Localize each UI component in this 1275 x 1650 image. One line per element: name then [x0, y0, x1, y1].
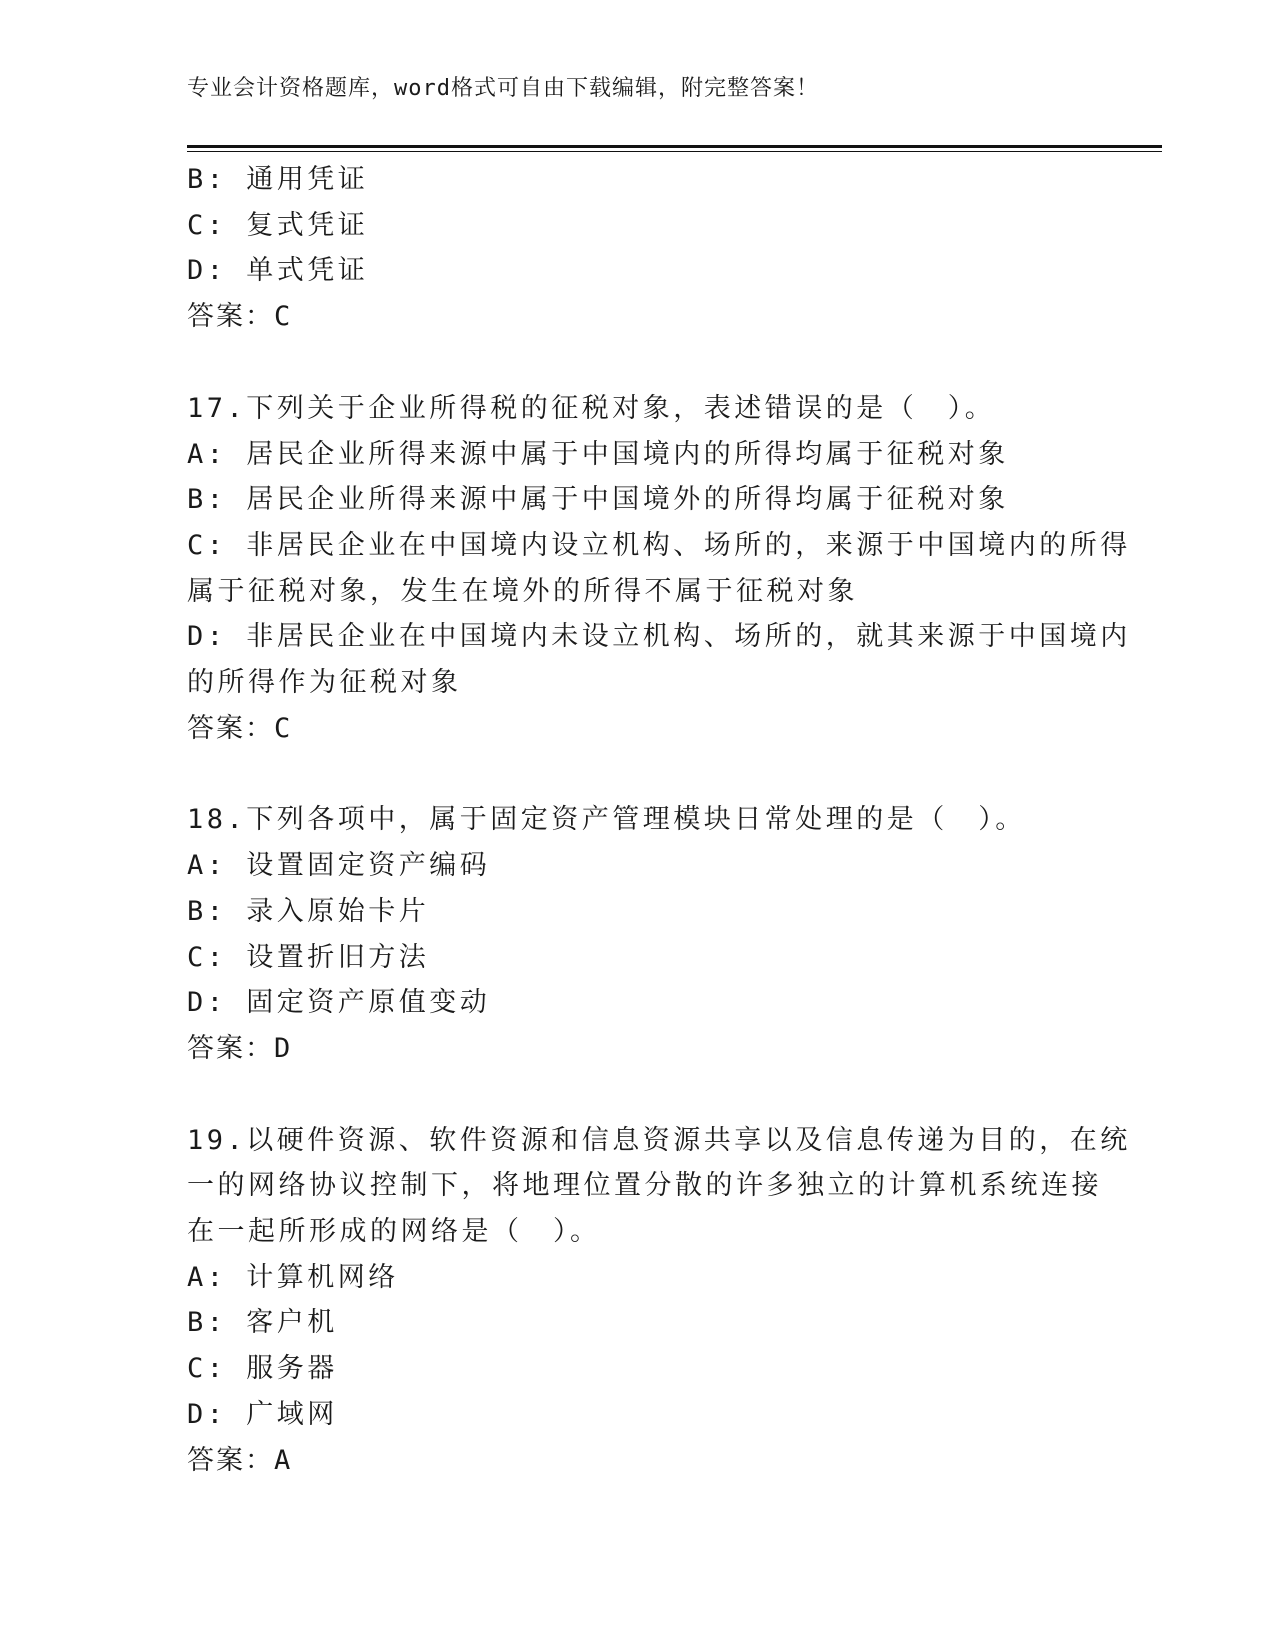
- question-19: [187, 1118, 1131, 1484]
- question-stem-continued: 一的网络协议控制下，将地理位置分散的许多独立的计算机系统连接: [187, 1170, 1102, 1202]
- option-c: C: 服务器: [187, 1353, 338, 1385]
- answer-label: 答案：: [187, 301, 274, 333]
- question-18: [187, 797, 1087, 1071]
- question-stem: 18.下列各项中，属于固定资产管理模块日常处理的是（ ）。: [187, 804, 1026, 836]
- answer-line: [187, 706, 1087, 752]
- answer-line: [187, 1438, 1087, 1484]
- question-17: [187, 386, 1131, 752]
- option-d: D: 固定资产原值变动: [187, 987, 491, 1019]
- question-stem: 17.下列关于企业所得税的征税对象，表述错误的是（ ）。: [187, 392, 996, 424]
- option-d: D: 非居民企业在中国境内未设立机构、场所的，就其来源于中国境内: [187, 621, 1131, 653]
- option-a: A: 居民企业所得来源中属于中国境内的所得均属于征税对象: [187, 438, 1009, 470]
- option-d-continued: 的所得作为征税对象: [187, 667, 462, 699]
- answer-label: 答案：: [187, 1032, 274, 1064]
- option-a: A: 设置固定资产编码: [187, 850, 491, 882]
- answer-value: A: [274, 1444, 291, 1476]
- answer-value: C: [274, 712, 291, 744]
- option-c-continued: 属于征税对象，发生在境外的所得不属于征税对象: [187, 575, 858, 607]
- spacer: [187, 1072, 1087, 1118]
- document-body: [187, 157, 1131, 1483]
- header-rule: [187, 145, 1162, 152]
- spacer: [187, 340, 1087, 386]
- answer-value: C: [274, 301, 291, 333]
- prev-question-tail: [187, 157, 1087, 340]
- answer-line: [187, 294, 1087, 340]
- option-c: C: 设置折旧方法: [187, 941, 430, 973]
- option-b: B: 通用凭证: [187, 164, 369, 195]
- option-d: D: 单式凭证: [187, 255, 369, 287]
- option-b: B: 居民企业所得来源中属于中国境外的所得均属于征税对象: [187, 484, 1009, 516]
- option-c: C: 非居民企业在中国境内设立机构、场所的，来源于中国境内的所得: [187, 529, 1131, 561]
- option-b: B: 客户机: [187, 1307, 338, 1339]
- page-header: 专业会计资格题库，word格式可自由下载编辑，附完整答案！: [187, 76, 819, 101]
- option-c: C: 复式凭证: [187, 209, 369, 241]
- answer-label: 答案：: [187, 712, 274, 744]
- question-stem: 19.以硬件资源、软件资源和信息资源共享以及信息传递为目的，在统: [187, 1124, 1131, 1156]
- option-a: A: 计算机网络: [187, 1261, 399, 1293]
- answer-line: [187, 1026, 1087, 1072]
- answer-value: D: [274, 1032, 291, 1064]
- question-stem-continued: 在一起所形成的网络是（ ）。: [187, 1216, 601, 1248]
- option-b: B: 录入原始卡片: [187, 895, 430, 927]
- answer-label: 答案：: [187, 1444, 274, 1476]
- option-d: D: 广域网: [187, 1398, 338, 1430]
- spacer: [187, 751, 1087, 797]
